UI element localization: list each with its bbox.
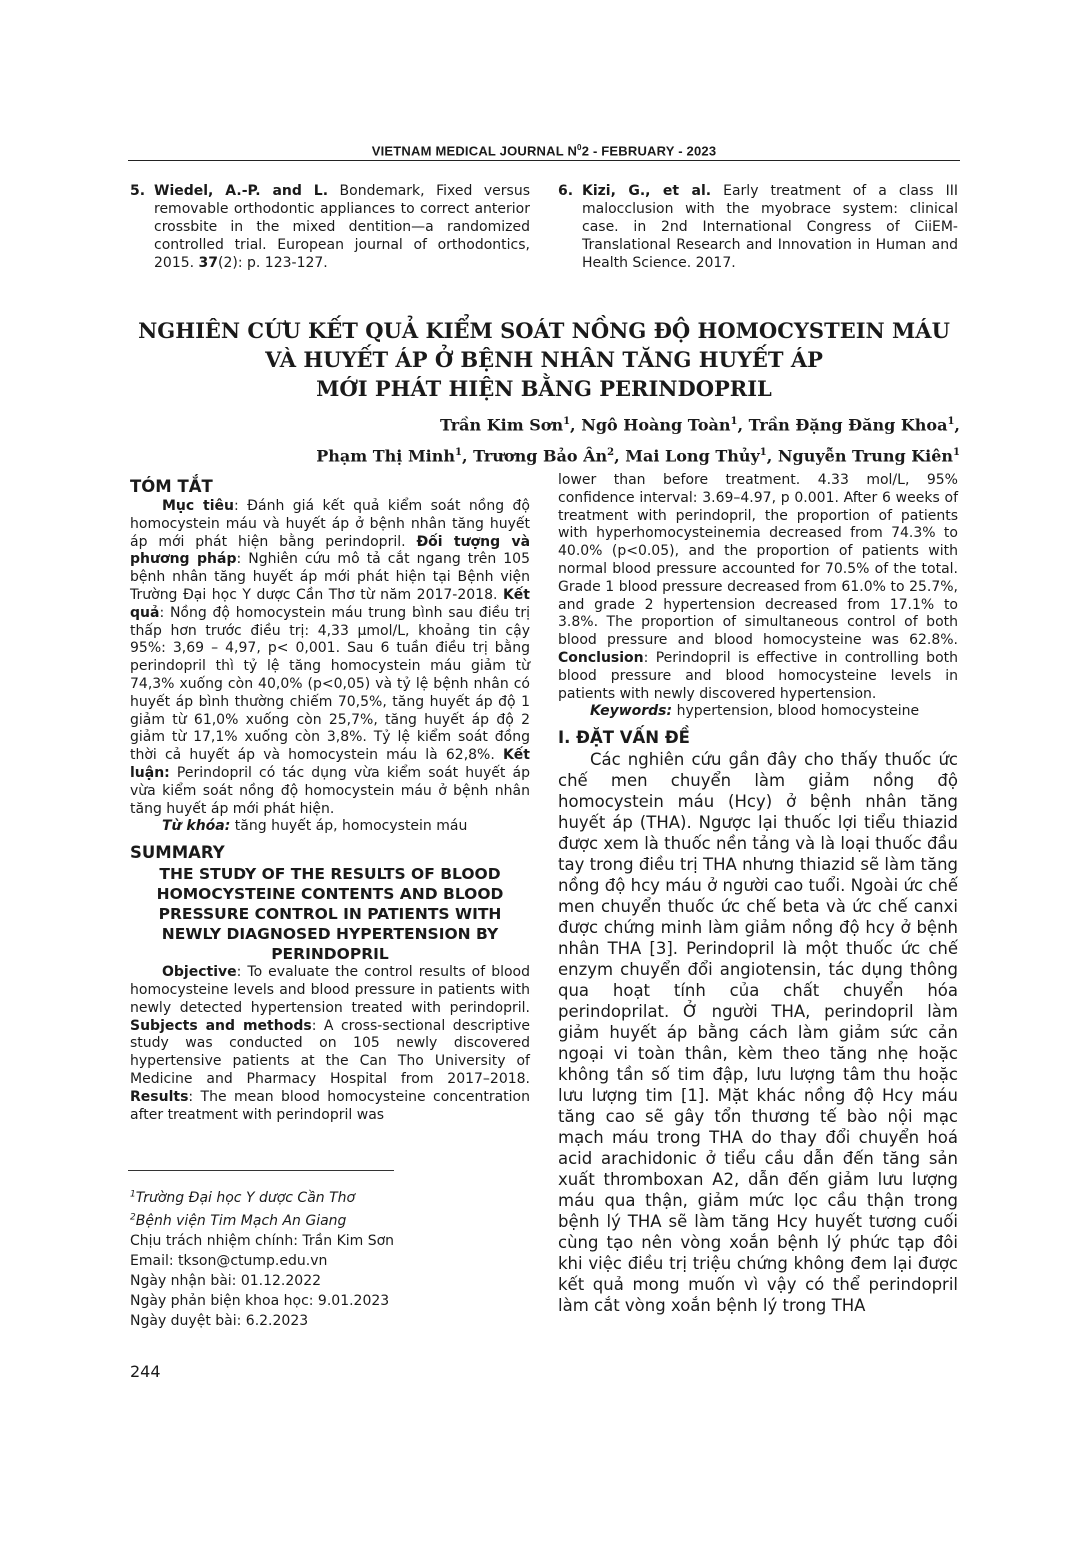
email: Email: tkson@ctump.edu.vn (130, 1253, 328, 1270)
left-column (130, 476, 530, 1124)
right-column (558, 472, 958, 1316)
date-reviewed: Ngày phản biện khoa học: 9.01.2023 (130, 1293, 390, 1310)
section-1-heading: I. ĐẶT VẤN ĐỀ (558, 728, 690, 748)
article-title: NGHIÊN CỨU KẾT QUẢ KIỂM SOÁT NỒNG ĐỘ HOMOCYSTEIN MÁU VÀ HUYẾT ÁP Ở BỆNH NHÂN TĂNG HUYẾT ÁP MỚI PHÁT HIỆN BẰNG PERINDOPRIL (138, 318, 950, 401)
summary-body-part1: Objective: To evaluate the control results of blood homocysteine levels and blood pressure in patients with newly detected hypertension treated with perindopril. Subjects and methods: A cross-sectional descriptive study was conducted on 105 newly discovered hypertensive patients at the Can Tho University of Medicine and Pharmacy Hospital from 2017–2018. Results: The mean blood homocysteine concentration after treatment with perindopril was (130, 964, 531, 1123)
footnote-rule (128, 1170, 394, 1171)
author-line-2: Phạm Thị Minh$^1$, Trương Bảo $Ân^2$, Mai Long Thủy$^1$, Nguyễn Trung Kiên$^1$ (316, 446, 960, 466)
header-rule (128, 160, 960, 161)
section-1-body: Các nghiên cứu gần đây cho thấy thuốc ức chế men chuyển làm giảm nồng độ homocystein máu (Hcy) ở bệnh nhân tăng huyết áp (THA). Ngược lại thuốc lợi tiểu thiazid được xem là thuốc nền tảng và là loại thuốc đầu tay trong điều trị THA nhưng thiazid sẽ làm tăng nồng độ hcy máu ở người cao tuổi. Ngoài ức chế men chuyển thuốc ức chế beta và ức chế canxi được chứng minh làm giảm nồng độ hcy ở bệnh nhân THA [3]. Perindopril là một thuốc ức chế enzym chuyển đổi angiotensin, tác dụng thông qua hoạt tính của chất chuyển hóa perindoprilat. Ở người THA, perindopril làm giảm huyết áp bằng cách làm giảm sức cản ngoại vi toàn thân, kèm theo tăng nhẹ hoặc không tần số tim đập, lưu lượng tâm thu hoặc lưu lượng tim [1]. Mặt khác nồng độ Hcy máu tăng cao sẽ gây tổn thương tế bào nội mạc mạch máu trong THA do thay đổi chuyển hoá acid arachidonic ở tiểu cầu dẫn đến tăng sản xuất thromboxan A2, dẫn đến giảm lưu lượng máu qua thận, giảm mức lọc cầu thận trong bệnh lý THA sẽ làm tăng Hcy huyết tương cuối cùng tạo nên vòng xoắn bệnh lý phức tạp đôi khi việc điều trị triệu chứng không đem lại được kết quả mong muốn vì vậy có thể perindopril làm cắt vòng xoắn bệnh lý trong THA (558, 750, 958, 1316)
tomtat-keywords: Từ khóa: tăng huyết áp, homocystein máu (162, 818, 468, 835)
reference-5: 5. Wiedel, A.-P. and L. Bondemark, Fixed versus removable orthodontic appliances to correct anterior crossbite in the mixed dentition—a randomized controlled trial. European journal of orthodontics, 2015. 37(2): p. 123-127. (130, 183, 530, 271)
tomtat-heading: TÓM TẮT (130, 477, 213, 496)
page-number: 244 (130, 1362, 161, 1381)
footnotes (130, 1184, 394, 1331)
date-received: Ngày nhận bài: 01.12.2022 (130, 1273, 322, 1290)
reference-6: 6. Kizi, G., et al. Early treatment of a class III malocclusion with the myobrace system: clinical case. in 2nd International Congress of CiiEM- Translational Research and Innovation in Human and Health Science. 2017. (558, 183, 958, 271)
summary-keywords: Keywords: hypertension, blood homocysteine (590, 703, 920, 720)
summary-heading: SUMMARY (130, 843, 225, 863)
author-list (316, 408, 960, 471)
affiliation-2: $^2$Bệnh viện Tim Mạch An Giang (130, 1212, 347, 1230)
running-header: VIETNAM MEDICAL JOURNAL $N^02$ - FEBRUARY - 2023 (371, 143, 717, 159)
corresponding-author: Chịu trách nhiệm chính: Trần Kim Sơn (130, 1233, 395, 1250)
affiliation-1: $^1$Trường Đại học Y dược Cần Thơ (130, 1189, 356, 1206)
tomtat-body: Mục tiêu: Đánh giá kết quả kiểm soát nồng độ homocystein máu và huyết áp ở bệnh nhân tăng huyết áp mới phát hiện bằng perindopril. Đối tượng và phương pháp: Nghiên cứu mô tả cắt ngang trên 105 bệnh nhân tăng huyết áp mới phát hiện tại Bệnh viện Trường Đại học Y dược Cần Thơ từ năm 2017-2018. Kết quả: Nồng độ homocystein máu trung bình sau điều trị thấp hơn trước điều trị: 4,33 µmol/L, khoảng tin cậy 95%: 3,69 – 4,97, p< 0,001. Sau 6 tuần điều trị bằng perindopril thì tỷ lệ tăng homocystein máu giảm từ 74,3% xuống còn 40,0% (p<0,05) và tỷ lệ bệnh nhân có huyết áp bình thường chiếm 70,5%, tăng huyết áp độ 1 giảm từ 61,0% xuống còn 25,7%, tăng huyết áp độ 2 giảm từ 17,1% xuống còn 3,8%. Tỷ lệ kiểm soát đồng thời cả huyết áp và homocystein máu là 62,8%. Kết luận: Perindopril có tác dụng vừa kiểm soát huyết áp vừa kiểm soát nồng độ homocystein máu ở bệnh nhân tăng huyết áp mới phát hiện. (130, 498, 531, 817)
summary-body-part2: lower than before treatment. 4.33 mol/L, 95% confidence interval: 3.69–4.97, p 0.001. After 6 weeks of treatment with perindopril, the proportion of patients with hyperhomocysteinemia decreased from 74.3% to 40.0% (p<0.05), and the proportion of patients with normal blood pressure accounted for 70.5% of the total. Grade 1 blood pressure decreased from 61.0% to 25.7%, and grade 2 hypertension decreased from 17.1% to 3.8%. The proportion of simultaneous control of both blood pressure and blood homocysteine was 62.8%. Conclusion: Perindopril is effective in controlling both blood pressure and blood homocysteine levels in patients with newly discovered hypertension. (558, 472, 958, 702)
summary-title: THE STUDY OF THE RESULTS OF BLOOD HOMOCYSTEINE CONTENTS AND BLOOD PRESSURE CONTROL IN PATIENTS WITH NEWLY DIAGNOSED HYPERTENSION BY PERINDOPRIL (156, 865, 504, 964)
author-line-1: Trần Kim Sơn$^1$, Ngô Hoàng Toàn$^1$, Trần Đặng Đăng Khoa$^1$, (439, 415, 960, 435)
date-approved: Ngày duyệt bài: 6.2.2023 (130, 1313, 309, 1330)
